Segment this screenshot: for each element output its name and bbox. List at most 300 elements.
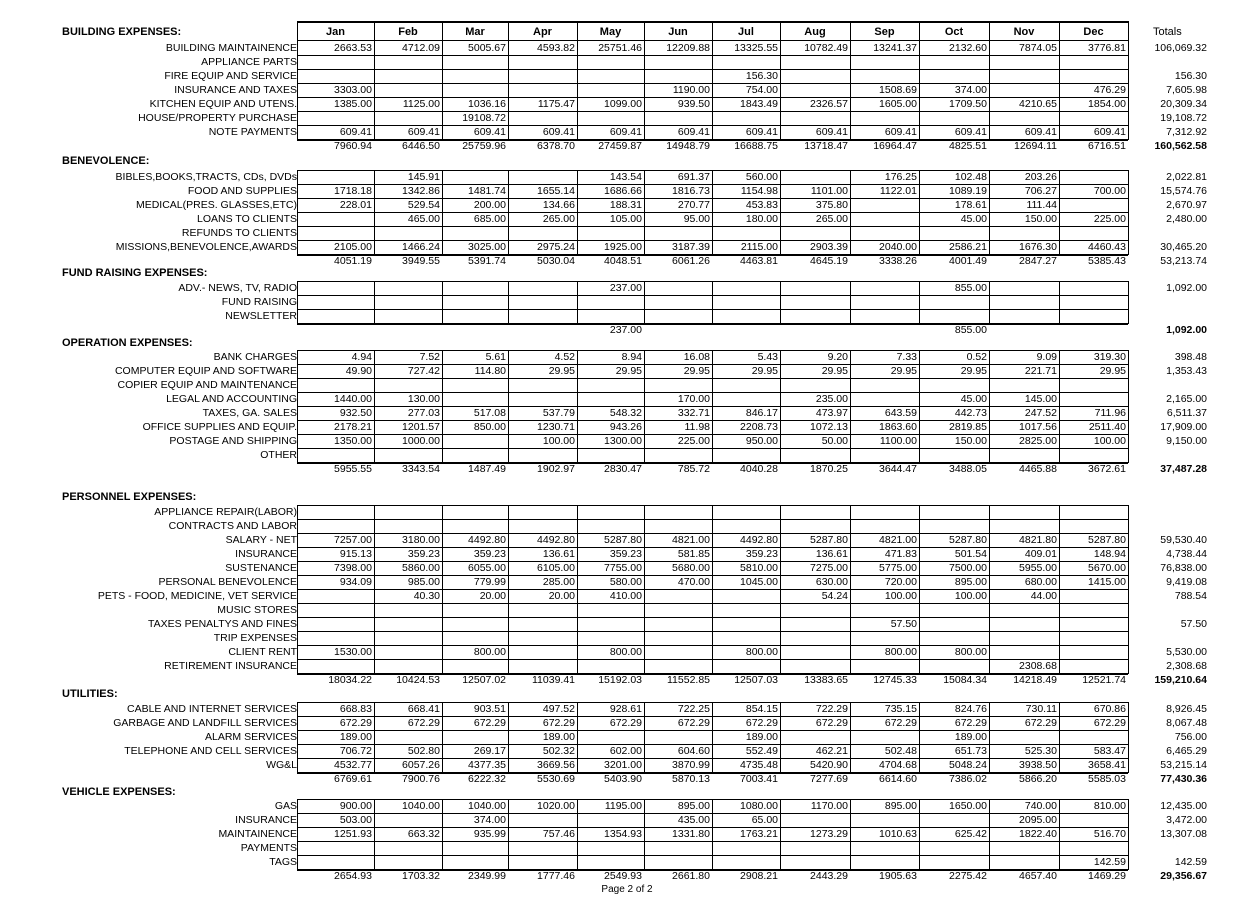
month-value: 12209.88 xyxy=(666,42,710,54)
month-value: 2308.68 xyxy=(1019,660,1057,672)
row-label: MEDICAL(PRES. GLASSES,ETC) xyxy=(135,199,297,211)
column-rule xyxy=(374,281,375,324)
month-value: 3669.56 xyxy=(537,759,575,771)
table-rule xyxy=(297,645,1128,646)
month-value: 19108.72 xyxy=(462,112,506,124)
table-rule xyxy=(297,364,1128,365)
month-value: 2825.00 xyxy=(1019,435,1057,447)
month-value: 54.24 xyxy=(821,590,848,602)
month-value: 100.00 xyxy=(1093,435,1126,447)
section-title: FUND RAISING EXPENSES: xyxy=(62,267,208,279)
month-value: 2511.40 xyxy=(1088,421,1126,433)
column-rule xyxy=(644,21,645,140)
month-value: 5287.80 xyxy=(810,534,848,546)
table-rule xyxy=(297,730,1128,731)
month-value: 609.41 xyxy=(954,126,987,138)
month-value: 8.94 xyxy=(621,351,642,363)
month-value: 102.48 xyxy=(954,171,987,183)
table-rule xyxy=(297,744,1128,745)
section-total: 1,092.00 xyxy=(1166,324,1207,336)
subtotal-value: 12507.02 xyxy=(462,674,506,686)
month-value: 5048.24 xyxy=(949,759,987,771)
row-label: MUSIC STORES xyxy=(217,604,297,616)
month-value: 359.23 xyxy=(609,548,642,560)
month-value: 548.32 xyxy=(609,407,642,419)
month-value: 111.44 xyxy=(1026,199,1057,211)
table-rule xyxy=(297,716,1128,717)
month-value: 5680.00 xyxy=(672,562,710,574)
month-value: 200.00 xyxy=(473,199,506,211)
subtotal-value: 6222.32 xyxy=(468,773,506,785)
month-value: 1655.14 xyxy=(537,185,575,197)
month-value: 685.00 xyxy=(473,213,506,225)
subtotal-value: 3644.47 xyxy=(879,463,917,475)
month-value: 895.00 xyxy=(954,576,987,588)
subtotal-value: 855.00 xyxy=(954,324,987,336)
month-value: 1508.69 xyxy=(879,84,917,96)
table-rule xyxy=(297,392,1128,393)
month-value: 935.99 xyxy=(473,828,506,840)
row-total: 2,308.68 xyxy=(1166,660,1207,672)
subtotal-value: 6446.50 xyxy=(402,140,440,152)
month-value: 672.29 xyxy=(542,717,575,729)
month-value: 727.42 xyxy=(407,365,440,377)
subtotal-value: 3949.55 xyxy=(402,255,440,267)
row-label: COMPUTER EQUIP AND SOFTWARE xyxy=(114,365,297,377)
month-value: 1530.00 xyxy=(334,646,372,658)
month-value: 359.23 xyxy=(745,548,778,560)
month-value: 1017.56 xyxy=(1019,421,1057,433)
subtotal-value: 2908.21 xyxy=(740,870,778,882)
subtotal-value: 10424.53 xyxy=(396,674,440,686)
table-rule xyxy=(297,55,1128,56)
month-value: 473.97 xyxy=(815,407,848,419)
column-rule xyxy=(780,799,781,870)
row-total: 12,435.00 xyxy=(1160,800,1207,812)
subtotal-value: 3488.05 xyxy=(949,463,987,475)
table-rule xyxy=(297,69,1128,70)
column-rule xyxy=(1128,505,1129,674)
month-value: 10782.49 xyxy=(804,42,848,54)
column-rule xyxy=(644,281,645,324)
row-total: 2,480.00 xyxy=(1166,213,1207,225)
month-value: 20.00 xyxy=(479,590,506,602)
column-rule xyxy=(1059,702,1060,773)
column-rule xyxy=(442,799,443,870)
row-label: REFUNDS TO CLIENTS xyxy=(181,227,297,239)
month-value: 44.00 xyxy=(1030,590,1057,602)
month-value: 720.00 xyxy=(884,576,917,588)
month-value: 5.43 xyxy=(757,351,778,363)
month-value: 5.61 xyxy=(485,351,506,363)
month-value: 145.91 xyxy=(407,171,440,183)
month-value: 269.17 xyxy=(473,745,506,757)
month-value: 49.90 xyxy=(345,365,372,377)
month-value: 29.95 xyxy=(683,365,710,377)
month-value: 1354.93 xyxy=(604,828,642,840)
row-total: 9,150.00 xyxy=(1166,435,1207,447)
month-value: 1816.73 xyxy=(672,185,710,197)
month-value: 136.61 xyxy=(815,548,848,560)
month-value: 2663.53 xyxy=(334,42,372,54)
table-rule xyxy=(297,212,1128,213)
subtotal-value: 27459.87 xyxy=(598,140,642,152)
table-rule xyxy=(297,603,1128,604)
row-total: 142.59 xyxy=(1174,856,1207,868)
row-total: 1,353.43 xyxy=(1166,365,1207,377)
row-total: 156.30 xyxy=(1174,70,1207,82)
column-rule xyxy=(919,702,920,773)
month-value: 740.00 xyxy=(1024,800,1057,812)
month-value: 247.52 xyxy=(1024,407,1057,419)
month-value: 462.21 xyxy=(815,745,848,757)
month-value: 502.80 xyxy=(407,745,440,757)
month-value: 757.46 xyxy=(542,828,575,840)
month-value: 29.95 xyxy=(548,365,575,377)
month-value: 1843.49 xyxy=(740,98,778,110)
month-value: 609.41 xyxy=(609,126,642,138)
month-value: 3180.00 xyxy=(402,534,440,546)
subtotal-value: 785.72 xyxy=(677,463,710,475)
table-rule xyxy=(297,631,1128,632)
month-value: 1676.30 xyxy=(1019,241,1057,253)
month-value: 1089.19 xyxy=(949,185,987,197)
month-value: 2326.57 xyxy=(810,98,848,110)
subtotal-value: 25759.96 xyxy=(462,140,506,152)
table-rule xyxy=(297,547,1128,548)
month-value: 221.71 xyxy=(1024,365,1057,377)
row-label: ALARM SERVICES xyxy=(204,731,297,743)
subtotal-value: 1905.63 xyxy=(879,870,917,882)
month-value: 950.00 xyxy=(745,435,778,447)
month-value: 7500.00 xyxy=(949,562,987,574)
month-value: 5287.80 xyxy=(1088,534,1126,546)
month-value: 800.00 xyxy=(745,646,778,658)
column-rule xyxy=(508,281,509,324)
month-value: 225.00 xyxy=(677,435,710,447)
row-label: BIBLES,BOOKS,TRACTS, CDs, DVDs xyxy=(115,171,297,183)
month-value: 552.49 xyxy=(745,745,778,757)
table-rule xyxy=(297,240,1128,241)
column-rule xyxy=(919,799,920,870)
month-value: 668.41 xyxy=(407,703,440,715)
month-value: 2975.24 xyxy=(537,241,575,253)
row-total: 30,465.20 xyxy=(1160,241,1207,253)
month-value: 680.00 xyxy=(1024,576,1057,588)
month-value: 105.00 xyxy=(609,213,642,225)
month-value: 516.70 xyxy=(1093,828,1126,840)
table-rule xyxy=(297,40,1128,41)
month-value: 189.00 xyxy=(745,731,778,743)
table-rule xyxy=(297,434,1128,435)
month-value: 5287.80 xyxy=(949,534,987,546)
month-value: 670.86 xyxy=(1093,703,1126,715)
subtotal-value: 11039.41 xyxy=(531,674,575,686)
month-value: 16.08 xyxy=(683,351,710,363)
subtotal-value: 4645.19 xyxy=(810,255,848,267)
month-value: 6105.00 xyxy=(537,562,575,574)
month-value: 7755.00 xyxy=(604,562,642,574)
month-value: 374.00 xyxy=(473,814,506,826)
month-value: 1481.74 xyxy=(468,185,506,197)
month-value: 4460.43 xyxy=(1088,241,1126,253)
row-total: 6,465.29 xyxy=(1166,745,1207,757)
month-value: 5287.80 xyxy=(604,534,642,546)
month-value: 501.54 xyxy=(954,548,987,560)
month-value: 5670.00 xyxy=(1088,562,1126,574)
column-rule xyxy=(577,281,578,324)
month-value: 1195.00 xyxy=(604,800,642,812)
month-value: 453.83 xyxy=(745,199,778,211)
month-value: 1273.29 xyxy=(810,828,848,840)
column-rule xyxy=(297,281,298,324)
month-value: 651.73 xyxy=(954,745,987,757)
month-value: 1040.00 xyxy=(402,800,440,812)
row-label: FOOD AND SUPPLIES xyxy=(187,185,297,197)
column-rule xyxy=(508,702,509,773)
month-value: 50.00 xyxy=(821,435,848,447)
month-value: 800.00 xyxy=(609,646,642,658)
subtotal-value: 12521.74 xyxy=(1082,674,1126,686)
month-value: 1440.00 xyxy=(334,393,372,405)
subtotal-value: 4040.28 xyxy=(740,463,778,475)
month-value: 7874.05 xyxy=(1019,42,1057,54)
month-value: 270.77 xyxy=(677,199,710,211)
subtotal-value: 2830.47 xyxy=(604,463,642,475)
month-value: 145.00 xyxy=(1024,393,1057,405)
month-value: 4492.80 xyxy=(740,534,778,546)
column-rule xyxy=(1128,350,1129,463)
subtotal-value: 4463.81 xyxy=(740,255,778,267)
row-label: OTHER xyxy=(260,449,297,461)
month-value: 934.09 xyxy=(339,576,372,588)
month-value: 3201.00 xyxy=(604,759,642,771)
month-value: 1822.40 xyxy=(1019,828,1057,840)
month-value: 3303.00 xyxy=(334,84,372,96)
month-value: 2105.00 xyxy=(334,241,372,253)
month-value: 706.27 xyxy=(1024,185,1057,197)
month-value: 188.31 xyxy=(609,199,642,211)
month-value: 29.95 xyxy=(890,365,917,377)
month-value: 1863.60 xyxy=(879,421,917,433)
month-value: 45.00 xyxy=(960,213,987,225)
month-value: 1709.50 xyxy=(949,98,987,110)
section-total: 53,213.74 xyxy=(1160,255,1207,267)
month-value: 277.03 xyxy=(407,407,440,419)
month-value: 1099.00 xyxy=(604,98,642,110)
table-rule xyxy=(297,125,1128,126)
subtotal-value: 2654.93 xyxy=(334,870,372,882)
table-rule xyxy=(297,813,1128,814)
month-value: 1201.57 xyxy=(402,421,440,433)
month-value: 57.50 xyxy=(890,618,917,630)
month-header: Jun xyxy=(668,26,688,38)
row-total: 4,738.44 xyxy=(1166,548,1207,560)
row-label: TRIP EXPENSES xyxy=(213,632,297,644)
month-value: 471.83 xyxy=(884,548,917,560)
month-value: 265.00 xyxy=(815,213,848,225)
subtotal-value: 4051.19 xyxy=(334,255,372,267)
month-value: 95.00 xyxy=(683,213,710,225)
month-value: 11.98 xyxy=(684,421,710,433)
month-value: 609.41 xyxy=(407,126,440,138)
month-header: Aug xyxy=(804,26,826,38)
column-rule xyxy=(1059,281,1060,324)
row-label: SUSTENANCE xyxy=(225,562,297,574)
subtotal-value: 6716.51 xyxy=(1088,140,1126,152)
column-rule xyxy=(442,21,443,140)
column-rule xyxy=(850,21,851,140)
month-value: 3870.99 xyxy=(672,759,710,771)
month-value: 4593.82 xyxy=(537,42,575,54)
month-value: 985.00 xyxy=(407,576,440,588)
column-rule xyxy=(442,281,443,324)
month-value: 928.61 xyxy=(609,703,642,715)
column-rule xyxy=(919,21,920,140)
month-value: 711.96 xyxy=(1094,407,1126,419)
month-value: 1190.00 xyxy=(672,84,710,96)
subtotal-value: 6614.60 xyxy=(879,773,917,785)
month-value: 7.33 xyxy=(896,351,917,363)
month-value: 1650.00 xyxy=(949,800,987,812)
month-value: 136.61 xyxy=(542,548,575,560)
column-rule xyxy=(577,702,578,773)
subtotal-value: 12694.11 xyxy=(1013,140,1057,152)
month-value: 609.41 xyxy=(339,126,372,138)
section-title: BENEVOLENCE: xyxy=(62,155,150,167)
month-value: 824.76 xyxy=(954,703,987,715)
table-rule xyxy=(297,448,1128,449)
row-label: MAINTAINENCE xyxy=(218,828,297,840)
row-total: 8,926.45 xyxy=(1166,703,1207,715)
section-title: PERSONNEL EXPENSES: xyxy=(62,491,197,503)
month-value: 609.41 xyxy=(745,126,778,138)
row-total: 2,670.97 xyxy=(1166,199,1207,211)
row-label: GARBAGE AND LANDFILL SERVICES xyxy=(113,717,297,729)
table-rule xyxy=(297,281,1128,282)
month-value: 560.00 xyxy=(745,171,778,183)
row-label: INSURANCE AND TAXES xyxy=(174,84,297,96)
row-label: INSURANCE xyxy=(235,814,297,826)
month-value: 150.00 xyxy=(1024,213,1057,225)
month-value: 1125.00 xyxy=(402,98,440,110)
table-rule xyxy=(297,659,1128,660)
subtotal-value: 15084.34 xyxy=(943,674,987,686)
month-value: 3187.39 xyxy=(672,241,710,253)
month-value: 1300.00 xyxy=(604,435,642,447)
subtotal-value: 18034.22 xyxy=(328,674,372,686)
subtotal-value: 1902.97 xyxy=(537,463,575,475)
month-value: 1072.13 xyxy=(810,421,848,433)
row-total: 788.54 xyxy=(1174,590,1207,602)
subtotal-value: 3338.26 xyxy=(879,255,917,267)
month-value: 1010.63 xyxy=(879,828,917,840)
column-rule xyxy=(297,702,298,773)
month-value: 1415.00 xyxy=(1088,576,1126,588)
month-value: 5860.00 xyxy=(402,562,440,574)
month-value: 939.50 xyxy=(677,98,710,110)
month-value: 435.00 xyxy=(677,814,710,826)
table-rule xyxy=(297,519,1128,520)
month-value: 900.00 xyxy=(339,800,372,812)
month-value: 4821.00 xyxy=(672,534,710,546)
month-value: 1101.00 xyxy=(810,185,848,197)
month-value: 691.37 xyxy=(677,171,710,183)
subtotal-value: 12745.33 xyxy=(873,674,917,686)
month-value: 7275.00 xyxy=(810,562,848,574)
column-rule xyxy=(1059,799,1060,870)
month-value: 235.00 xyxy=(815,393,848,405)
month-value: 800.00 xyxy=(473,646,506,658)
month-value: 1000.00 xyxy=(402,435,440,447)
month-value: 800.00 xyxy=(884,646,917,658)
month-value: 609.41 xyxy=(815,126,848,138)
month-value: 374.00 xyxy=(954,84,987,96)
month-value: 4492.80 xyxy=(537,534,575,546)
month-value: 609.41 xyxy=(1024,126,1057,138)
row-label: MISSIONS,BENEVOLENCE,AWARDS xyxy=(115,241,297,253)
month-value: 29.95 xyxy=(960,365,987,377)
subtotal-value: 2847.27 xyxy=(1019,255,1057,267)
table-rule xyxy=(297,97,1128,98)
month-value: 497.52 xyxy=(542,703,575,715)
month-value: 810.00 xyxy=(1093,800,1126,812)
table-rule xyxy=(297,855,1128,856)
section-total: 159,210.64 xyxy=(1154,674,1207,686)
row-total: 756.00 xyxy=(1174,731,1207,743)
section-total: 77,430.36 xyxy=(1160,773,1207,785)
row-total: 57.50 xyxy=(1180,618,1207,630)
subtotal-value: 1469.29 xyxy=(1088,870,1126,882)
column-rule xyxy=(577,799,578,870)
column-rule xyxy=(850,702,851,773)
table-rule xyxy=(297,350,1128,351)
month-value: 754.00 xyxy=(745,84,778,96)
month-value: 850.00 xyxy=(473,421,506,433)
month-value: 156.30 xyxy=(745,70,778,82)
subtotal-value: 4657.40 xyxy=(1019,870,1057,882)
section-total: 160,562.58 xyxy=(1154,140,1207,152)
row-total: 8,067.48 xyxy=(1166,717,1207,729)
subtotal-value: 5530.69 xyxy=(537,773,575,785)
month-value: 581.85 xyxy=(677,548,710,560)
column-rule xyxy=(1128,799,1129,870)
month-value: 20.00 xyxy=(548,590,575,602)
month-value: 332.71 xyxy=(677,407,710,419)
month-value: 13325.55 xyxy=(734,42,778,54)
month-value: 1718.18 xyxy=(334,185,372,197)
row-total: 17,909.00 xyxy=(1160,421,1207,433)
table-rule xyxy=(297,406,1128,407)
subtotal-value: 4048.51 xyxy=(604,255,642,267)
subtotal-value: 6061.26 xyxy=(672,255,710,267)
row-label: PAYMENTS xyxy=(240,842,297,854)
month-value: 25751.46 xyxy=(598,42,642,54)
month-header: Dec xyxy=(1083,26,1104,38)
subtotal-value: 3672.61 xyxy=(1088,463,1126,475)
month-value: 1154.98 xyxy=(740,185,778,197)
subtotal-value: 5391.74 xyxy=(468,255,506,267)
subtotal-value: 15192.03 xyxy=(598,674,642,686)
column-rule xyxy=(374,21,375,140)
row-label: GAS xyxy=(274,800,297,812)
month-value: 176.25 xyxy=(884,171,917,183)
column-rule xyxy=(442,702,443,773)
subtotal-value: 5866.20 xyxy=(1019,773,1057,785)
month-value: 2903.39 xyxy=(810,241,848,253)
month-value: 359.23 xyxy=(473,548,506,560)
month-value: 668.83 xyxy=(339,703,372,715)
